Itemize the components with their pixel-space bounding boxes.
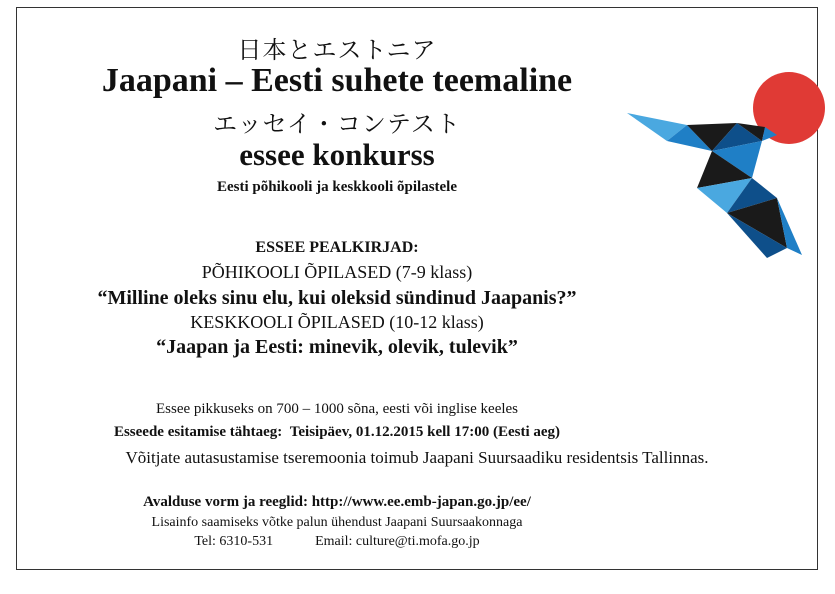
poster-title: Jaapani – Eesti suhete teemaline [101, 62, 573, 99]
high-school-group: KESKKOOLI ÕPILASED (10-12 klass) [190, 312, 484, 332]
high-school-topic: “Jaapan ja Eesti: minevik, olevik, tulevik” [156, 336, 518, 358]
contact-info: Lisainfo saamiseks võtke palun ühendust Jaapani Suursaakonnaga [151, 515, 523, 530]
email-text: Email: culture@ti.mofa.go.jp [315, 534, 480, 549]
poster-frame [16, 7, 818, 570]
basic-school-topic: “Milline oleks sinu elu, kui oleksid sündinud Jaapanis?” [97, 287, 577, 309]
contact-line [17, 534, 657, 550]
deadline-line [17, 424, 657, 441]
topics-heading: ESSEE PEALKIRJAD: [255, 239, 419, 256]
basic-school-group: PÕHIKOOLI ÕPILASED (7-9 klass) [201, 262, 473, 282]
japanese-title-line1: 日本とエストニア [237, 36, 437, 64]
form-rules-label: Avalduse vorm ja reeglid: http://www.ee.emb-japan.go.jp/ee/ [143, 494, 531, 510]
phone-text: Tel: 6310-531 [194, 534, 274, 549]
ceremony-info: Võitjate autasustamise tseremoonia toimub Jaapani Suursaadiku residentsis Tallinnas. [125, 448, 709, 467]
origami-swallow-icon [617, 63, 832, 263]
deadline-value: Teisipäev, 01.12.2015 kell 17:00 (Eesti aeg) [289, 424, 561, 440]
audience-line: Eesti põhikooli ja keskkooli õpilastele [216, 179, 458, 195]
japanese-title-line2: エッセイ・コンテスト [213, 110, 461, 138]
length-info: Essee pikkuseks on 700 – 1000 sõna, eesti või inglise keeles [155, 401, 519, 417]
poster-subtitle: essee konkurss [239, 137, 435, 172]
deadline-label: Esseede esitamise tähtaeg: [113, 424, 283, 440]
form-rules-line [17, 494, 657, 511]
